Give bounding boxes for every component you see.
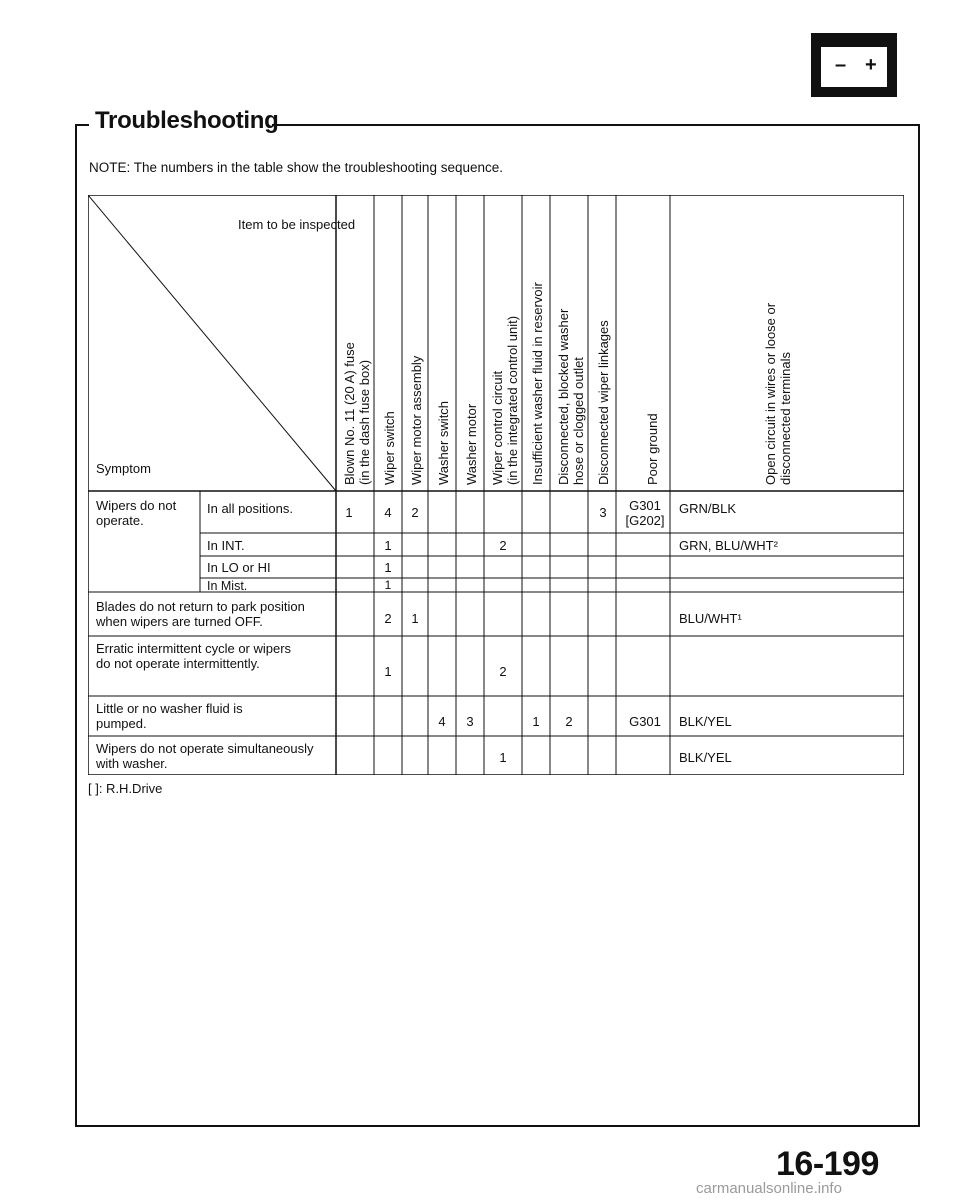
corner-diagonal — [88, 195, 336, 491]
frame-top-line-left — [75, 124, 89, 126]
col-header-text: Open circuit in wires or loose or disconnected terminals — [763, 302, 793, 485]
col-header-open-circuit — [758, 195, 798, 491]
col-header-washer-motor — [459, 195, 484, 491]
sub-symptom-int: In INT. — [207, 538, 245, 553]
seq-number: 1 — [384, 560, 392, 575]
symptom-little-washer-fluid: Little or no washer fluid is pumped. — [96, 701, 243, 731]
col-header-text: Washer switch — [436, 400, 451, 485]
wire-color: BLK/YEL — [679, 750, 732, 765]
col-header-text: Washer motor — [464, 403, 479, 485]
plus-sign: + — [865, 54, 877, 76]
header-item-to-inspect: Item to be inspected — [238, 217, 356, 232]
seq-number: 1 — [384, 538, 392, 553]
header-symptom: Symptom — [96, 461, 151, 476]
seq-number: 4 — [384, 505, 392, 520]
troubleshooting-table — [88, 195, 904, 775]
col-header-wiper-switch — [377, 195, 402, 491]
seq-number: 1 — [345, 505, 353, 520]
symptom-not-simultaneous-washer: Wipers do not operate simultaneously with washer. — [96, 741, 314, 771]
page-number: 16-199 — [776, 1145, 879, 1183]
col-header-text: Wiper control circuit (in the integrated control unit) — [489, 315, 520, 485]
seq-number: 1 — [384, 578, 392, 592]
seq-number: 2 — [565, 714, 573, 729]
wire-color: BLU/WHT¹ — [679, 611, 742, 626]
seq-number: 1 — [532, 714, 540, 729]
watermark: carmanualsonline.info — [696, 1180, 842, 1197]
battery-icon — [811, 33, 897, 97]
note-text: NOTE: The numbers in the table show the troubleshooting sequence. — [89, 160, 503, 175]
seq-number: 2 — [499, 538, 507, 553]
ground-label-rhd: [G202] — [625, 513, 665, 528]
col-header-washer-hose — [553, 195, 588, 491]
ground-g301 — [620, 498, 670, 528]
col-header-text: Poor ground — [644, 413, 660, 485]
page-title: Troubleshooting — [95, 107, 279, 134]
seq-number: 1 — [499, 750, 507, 765]
sub-symptom-all-positions: In all positions. — [207, 501, 293, 516]
sub-symptom-lo-hi: In LO or HI — [207, 560, 271, 575]
col-header-text: Disconnected wiper linkages — [596, 320, 611, 485]
symptom-blades-not-park: Blades do not return to park position when wipers are turned OFF. — [96, 599, 305, 629]
col-header-text: Insufficient washer fluid in reservoir — [530, 282, 545, 485]
wire-color: BLK/YEL — [679, 714, 732, 729]
seq-number: 1 — [411, 611, 419, 626]
wire-color: GRN, BLU/WHT² — [679, 538, 778, 553]
wire-color: GRN/BLK — [679, 501, 737, 516]
col-header-poor-ground — [634, 195, 670, 491]
symptom-erratic-intermittent: Erratic intermittent cycle or wipers do not operate intermittently. — [96, 641, 292, 671]
seq-number: 2 — [384, 611, 392, 626]
seq-number: 3 — [599, 505, 607, 520]
battery-terminal-positive — [867, 38, 881, 47]
seq-number: 3 — [466, 714, 474, 729]
seq-number: 2 — [411, 505, 419, 520]
col-header-washer-fluid — [525, 195, 550, 491]
ground-label: G301 — [629, 714, 661, 729]
col-header-text: Wiper motor assembly — [409, 355, 424, 485]
battery-terminal-negative — [827, 38, 841, 47]
seq-number: 2 — [499, 664, 507, 679]
col-header-wiper-motor — [405, 195, 428, 491]
frame-top-line-right — [272, 124, 920, 126]
col-header-fuse — [339, 195, 374, 491]
sub-symptom-mist: In Mist. — [207, 579, 248, 593]
ground-label: G301 — [629, 498, 661, 513]
col-header-text: Disconnected, blocked washer hose or clogged outlet — [555, 308, 586, 485]
col-header-wiper-linkages — [591, 195, 616, 491]
col-header-text: Blown No. 11 (20 A) fuse (in the dash fuse box) — [341, 342, 372, 485]
footnote-rhd: [ ]: R.H.Drive — [88, 781, 163, 796]
symptom-wipers-do-not-operate: Wipers do not operate. — [96, 498, 177, 528]
col-header-text: Wiper switch — [382, 411, 397, 485]
battery-body — [821, 47, 887, 87]
col-header-wiper-control — [487, 195, 522, 491]
minus-sign: – — [835, 54, 847, 76]
seq-number: 1 — [384, 664, 392, 679]
col-header-washer-switch — [431, 195, 456, 491]
seq-number: 4 — [438, 714, 446, 729]
